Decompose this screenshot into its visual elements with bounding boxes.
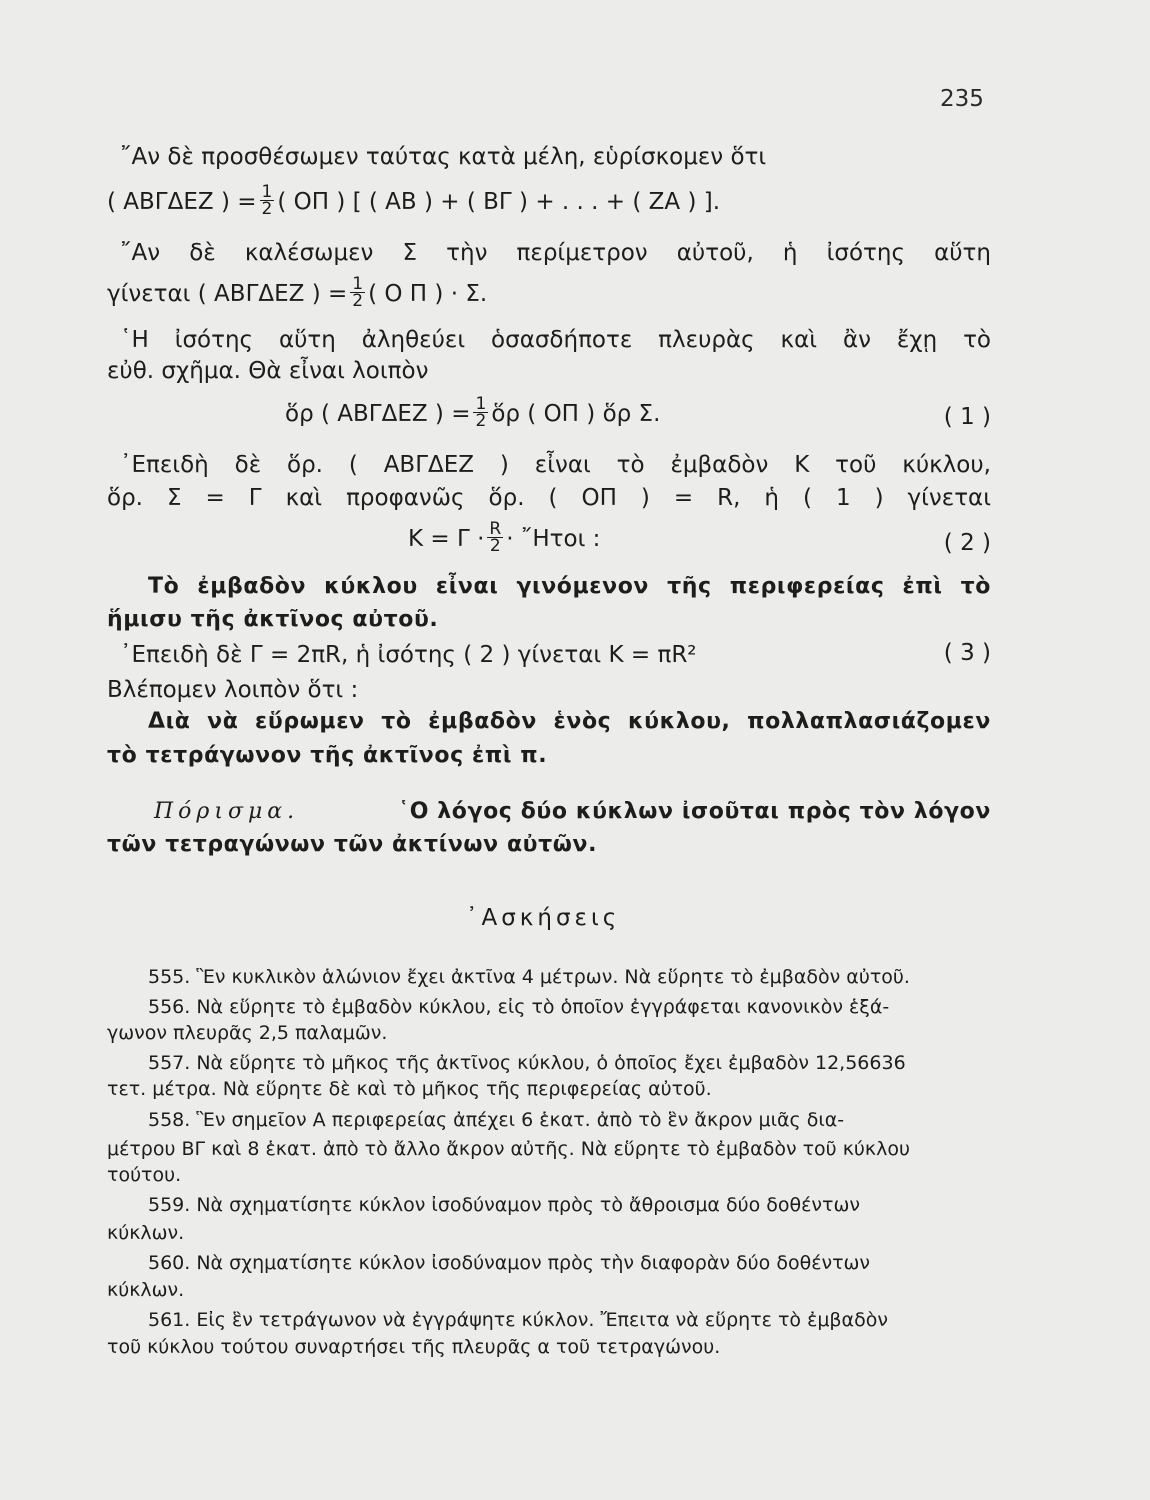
equation-number: ( 1 ) bbox=[943, 404, 991, 430]
exercises-heading: ᾿Ασκήσεις bbox=[466, 905, 621, 931]
exercise-line: τούτου. bbox=[107, 1164, 182, 1186]
fraction-half: $\frac{1}{2}$ bbox=[475, 394, 487, 431]
formula-line: ( ΑΒΓΔΕΖ ) = $\frac{1}{2}$ ( ΟΠ ) [ ( ΑΒ ) + ( ΒΓ ) + . . . + ( ΖΑ ) ]. bbox=[107, 182, 721, 219]
exercise-line: τετ. μέτρα. Νὰ εὕρητε δὲ καὶ τὸ μῆκος τῆς περιφερείας αὐτοῦ. bbox=[107, 1078, 712, 1100]
text-line: ᾿Επειδὴ δὲ Γ = 2πR, ἡ ἰσότης ( 2 ) γίνεται Κ = πR² bbox=[120, 642, 697, 668]
fraction-half: $\frac{1}{2}$ bbox=[261, 182, 273, 219]
corollary-text: τῶν τετραγώνων τῶν ἀκτίνων αὐτῶν. bbox=[107, 832, 598, 857]
exercise-line: 560. Νὰ σχηματίσητε κύκλον ἰσοδύναμον πρὸς τὴν διαφορὰν δύο δοθέντων bbox=[148, 1252, 871, 1274]
exercise-line: κύκλων. bbox=[107, 1222, 185, 1244]
equation-number: ( 3 ) bbox=[943, 640, 991, 666]
formula-line: Κ = Γ · $\frac{R}{2}$ · ῎Ητοι : bbox=[408, 519, 601, 556]
exercise-line: τοῦ κύκλου τούτου συναρτήσει τῆς πλευρᾶς α τοῦ τετραγώνου. bbox=[107, 1336, 721, 1358]
fraction-half: $\frac{1}{2}$ bbox=[352, 274, 364, 311]
fraction-r-half: $\frac{R}{2}$ bbox=[489, 519, 502, 556]
text-line: ὅρ. Σ = Γ καὶ προφανῶς ὅρ. ( ΟΠ ) = R, ἡ ( 1 ) γίνεται bbox=[107, 485, 991, 511]
exercise-line: 557. Νὰ εὕρητε τὸ μῆκος τῆς ἀκτῖνος κύκλου, ὁ ὁποῖος ἔχει ἐμβαδὸν 12,56636 bbox=[148, 1052, 906, 1074]
bold-statement: ἥμισυ τῆς ἀκτῖνος αὐτοῦ. bbox=[107, 607, 439, 632]
text-line: εὐθ. σχῆμα. Θὰ εἶναι λοιπὸν bbox=[107, 358, 429, 384]
text-line: Βλέπομεν λοιπὸν ὅτι : bbox=[107, 677, 359, 703]
exercise-line: 561. Εἰς ἓν τετράγωνον νὰ ἐγγράψητε κύκλον. Ἔπειτα νὰ εὕρητε τὸ ἐμβαδὸν bbox=[148, 1309, 888, 1331]
exercise-line: γωνον πλευρᾶς 2,5 παλαμῶν. bbox=[107, 1022, 388, 1044]
exercise-line: 559. Νὰ σχηματίσητε κύκλον ἰσοδύναμον πρὸς τὸ ἄθροισμα δύο δοθέντων bbox=[148, 1194, 860, 1216]
corollary bbox=[154, 797, 991, 827]
corollary-label: Πόρισμα. bbox=[154, 799, 300, 824]
bold-statement: Τὸ ἐμβαδὸν κύκλου εἶναι γινόμενον τῆς περιφερείας ἐπὶ τὸ bbox=[148, 574, 991, 599]
bold-statement: τὸ τετράγωνον τῆς ἀκτῖνος ἐπὶ π. bbox=[107, 743, 548, 768]
formula-line: ὅρ ( ΑΒΓΔΕΖ ) = $\frac{1}{2}$ ὅρ ( ΟΠ ) ὅρ Σ. bbox=[285, 394, 661, 431]
exercise-line: κύκλων. bbox=[107, 1279, 185, 1301]
corollary-text: ῾Ο λόγος δύο κύκλων ἰσοῦται πρὸς τὸν λόγον bbox=[398, 799, 991, 824]
text-line: ῎Αν δὲ καλέσωμεν Σ τὴν περίμετρον αὐτοῦ, ἡ ἰσότης αὕτη bbox=[120, 240, 991, 266]
text-line: ᾿Επειδὴ δὲ ὅρ. ( ΑΒΓΔΕΖ ) εἶναι τὸ ἐμβαδὸν Κ τοῦ κύκλου, bbox=[120, 452, 991, 478]
text-line: ῾Η ἰσότης αὕτη ἀληθεύει ὁσασδήποτε πλευρὰς καὶ ἂν ἔχῃ τὸ bbox=[120, 327, 991, 353]
exercise-line: 555. Ἓν κυκλικὸν ἁλώνιον ἔχει ἀκτῖνα 4 μέτρων. Νὰ εὕρητε τὸ ἐμβαδὸν αὐτοῦ. bbox=[148, 966, 910, 988]
exercise-line: 558. Ἓν σημεῖον Α περιφερείας ἀπέχει 6 ἑκατ. ἀπὸ τὸ ἓν ἄκρον μιᾶς δια- bbox=[148, 1109, 845, 1131]
exercise-line: μέτρου ΒΓ καὶ 8 ἑκατ. ἀπὸ τὸ ἄλλο ἄκρον αὐτῆς. Νὰ εὕρητε τὸ ἐμβαδὸν τοῦ κύκλου bbox=[107, 1138, 910, 1160]
page-number: 235 bbox=[940, 86, 984, 112]
equation-number: ( 2 ) bbox=[943, 530, 991, 556]
bold-statement: Διὰ νὰ εὕρωμεν τὸ ἐμβαδὸν ἑνὸς κύκλου, πολλαπλασιάζομεν bbox=[148, 709, 991, 734]
text-line: ῎Αν δὲ προσθέσωμεν ταύτας κατὰ μέλη, εὑρίσκομεν ὅτι bbox=[120, 144, 767, 170]
exercise-line: 556. Νὰ εὕρητε τὸ ἐμβαδὸν κύκλου, εἰς τὸ ὁποῖον ἐγγράφεται κανονικὸν ἑξά- bbox=[148, 996, 890, 1018]
formula-line: γίνεται ( ΑΒΓΔΕΖ ) = $\frac{1}{2}$ ( Ο Π ) · Σ. bbox=[107, 274, 488, 311]
